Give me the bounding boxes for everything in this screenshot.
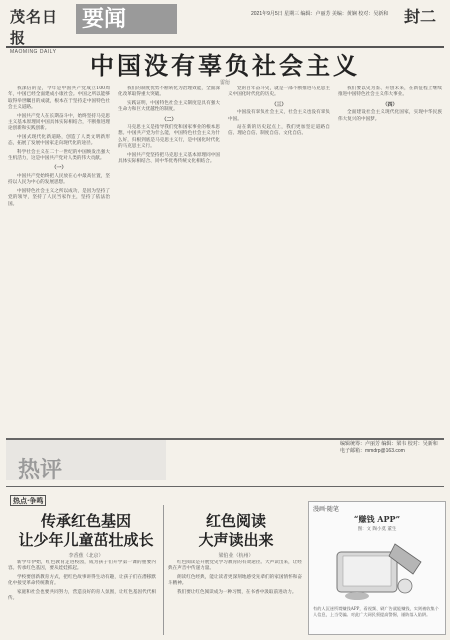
column-tag-label: 热点·争鸣	[10, 495, 46, 506]
paragraph: 中国式现代化新道路，创造了人类文明新形态，拓展了发展中国家走向现代化的途径。	[8, 134, 110, 147]
section-divider	[6, 486, 444, 487]
paragraph: 中国没有辜负社会主义，社会主义也没有辜负中国。	[228, 110, 330, 122]
contact-email: 电子邮箱：mmdrp@163.com	[340, 448, 405, 454]
oped-author-1: 李香蕉（北京）	[68, 553, 104, 559]
logo-chinese: 茂名日报	[10, 8, 59, 47]
paragraph: 科学社会主义在二十一世纪的中国焕发出强大生机活力，这是中国共产党对人类的伟大贡献。	[8, 149, 110, 162]
paragraph: 我们的制度优势不断转化为治理效能，全面深化改革取得重大突破。	[118, 86, 220, 98]
section-marker: （二）	[161, 116, 177, 123]
editor-credits	[340, 441, 438, 455]
oped-body-1	[8, 560, 156, 636]
oped-headline-2: 红色阅读 大声读出来	[198, 512, 274, 549]
cartoon-tag: 漫画·随笔	[313, 506, 339, 513]
editor-names: 编辑统筹：卢丽芳 编辑：梁韦 校对：吴新和	[340, 441, 438, 447]
paragraph: 中国共产党人在长期奋斗中，始终坚持马克思主义基本原理同中国具体实际相结合，不断推进理论创新和实践创新。	[8, 113, 110, 132]
shadow-shape	[345, 592, 369, 600]
paragraph: 我们要让红色阅读成为一种习惯，在书香中汲取前进动力。	[177, 589, 297, 595]
paragraph: 中国特色社会主义之所以成功，是因为坚持了党的领导，坚持了人民当家作主，坚持了依法治国。	[8, 188, 110, 207]
article-byline: 雷衍	[219, 80, 230, 86]
logo-english: MAOMING DAILY	[10, 49, 57, 55]
oped-headline-1: 传承红色基因 让少年儿童茁壮成长	[18, 512, 154, 549]
paragraph: 我深信的是，今年是中国共产党成立100周年，中国已经全面建成小康社会。中国之所以能够取得举世瞩目的成就，根本在于坚持走中国特色社会主义道路。	[8, 86, 110, 111]
column-tag	[10, 496, 46, 506]
page-name: 封二	[404, 7, 437, 26]
paragraph: 红色阅读是开展党史学习教育的有效途径。大声读出来，让经典在声音中传递力量。	[168, 560, 302, 572]
column-rule	[163, 505, 164, 635]
paragraph: 全面建设社会主义现代化国家，实现中华民族伟大复兴的中国梦。	[338, 110, 442, 122]
section-title: 要闻	[76, 4, 177, 34]
paragraph: 我们要以史为鉴、开创未来，在新征程上继续推进中国特色社会主义伟大事业。	[338, 86, 442, 98]
article-column-1	[8, 86, 110, 438]
oped-body-2	[168, 560, 302, 636]
phone-screen	[343, 556, 391, 586]
paragraph: 党的百年奋斗史，就是一部不断推进马克思主义中国化时代化的历史。	[228, 86, 330, 98]
cartoon-panel	[308, 501, 446, 635]
paragraph: 马克思主义是指导我们党和国家事业的根本思想。中国共产党为什么能，中国特色社会主义为什么好，归根到底是马克思主义行，是中国化时代化的马克思主义行。	[118, 125, 220, 150]
paragraph: 实践证明，中国特色社会主义制度是具有强大生命力和巨大优越性的制度。	[118, 100, 220, 113]
issue-info: 2021年9月5日 星期三 编辑：卢丽芳 美编：黄娴 校对：吴新和	[251, 11, 389, 17]
article-column-4	[338, 86, 442, 438]
paragraph: 站在新的历史起点上，我们更加坚定道路自信、理论自信、制度自信、文化自信。	[228, 125, 330, 137]
hot-comment-title: 热评	[18, 457, 63, 483]
paragraph: 中国共产党始终把人民放在心中最高位置，坚持以人民为中心的发展思想。	[8, 173, 110, 186]
paragraph: 学校要创新教育方式，把红色故事讲得生动有趣，让孩子们在潜移默化中接受革命传统教育。	[8, 574, 156, 587]
paragraph: 朗读红色经典，能让读者更深刻地感受先辈们的家国情怀和奋斗精神。	[168, 574, 302, 587]
cartoon-title: “赚钱 APP”	[353, 514, 401, 524]
paragraph: 家庭和社会也要共同努力，营造良好的育人氛围，让红色基因代代相传。	[8, 589, 156, 602]
section-marker: （三）	[271, 101, 287, 108]
article-column-2	[118, 86, 220, 438]
newspaper-logo	[10, 6, 72, 55]
coin-shape	[398, 579, 412, 593]
paragraph: 中国共产党坚持把马克思主义基本原理同中国具体实际相结合、同中华优秀传统文化相结合。	[118, 152, 220, 165]
article-column-3	[228, 86, 330, 438]
cartoon-illustration	[317, 534, 437, 604]
article-headline: 中国没有辜负社会主义	[90, 51, 360, 80]
cartoon-caption: 有的人沉迷所谓赚钱APP，看视频、刷广告就能赚钱，实则被收集个人信息，上当受骗。对此广大网民须提高警惕，谨防落入陷阱。	[313, 606, 439, 617]
paragraph: 新学年伊始，红色教育走进校园，成为孩子们开学第一课的重要内容。传承红色基因，要从娃娃抓起。	[8, 560, 156, 572]
article-body	[8, 86, 442, 438]
section-marker: （一）	[51, 165, 67, 172]
section-marker: （四）	[382, 101, 398, 108]
masthead	[6, 4, 444, 55]
hot-comment-header	[18, 453, 148, 483]
oped-author-2: 梁伯业（杭州）	[218, 553, 254, 559]
cartoon-credit: 图：文 陶小莫 董生	[357, 527, 397, 532]
